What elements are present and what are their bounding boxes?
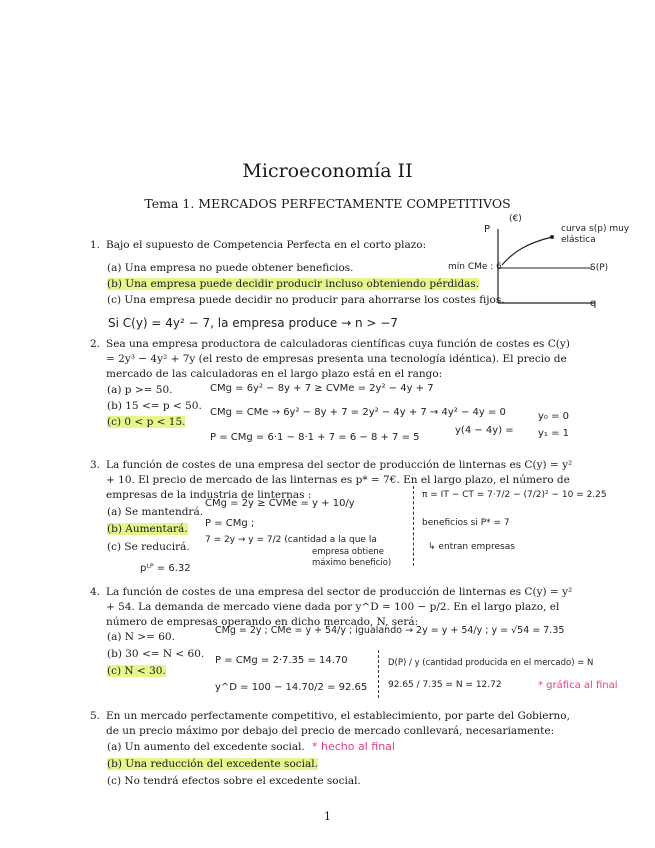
question-3-note-7: π = IT − CT = 7·7/2 − (7/2)² − 10 = 2.25 — [422, 490, 607, 500]
question-3-note-5: máximo beneficio) — [312, 558, 392, 568]
question-5-text: En un mercado perfectamente competitivo, el establecimiento, por parte del Gobierno, de un precio máximo por debajo del precio de mercado conllevará, necesariamente: — [106, 710, 570, 737]
question-4-note-2: P = CMg = 2·7.35 = 14.70 — [215, 655, 348, 666]
question-4-option-c: (c) N < 30. — [107, 665, 166, 677]
question-1-text: Bajo el supuesto de Competencia Perfecta en el corto plazo: — [106, 239, 427, 251]
question-4-note-4: D(P) / y (cantidad producida en el mercado) = N — [388, 658, 594, 668]
question-2-number: 2. — [90, 338, 101, 350]
question-4-option-a: (a) N >= 60. — [107, 631, 175, 643]
question-4-number: 4. — [90, 586, 101, 598]
question-3-option-b: (b) Aumentará. — [107, 523, 188, 535]
question-1-option-b: (b) Una empresa puede decidir producir incluso obteniendo pérdidas. — [107, 278, 480, 290]
question-2-note-5: y₁ = 1 — [538, 428, 570, 439]
graph-y-label: P — [484, 224, 491, 235]
graph-x-label: q — [590, 298, 597, 309]
question-5-option-a: (a) Un aumento del excedente social. — [107, 741, 305, 753]
question-1-handwritten-note: Si C(y) = 4y² − 7, la empresa produce → n > −7 — [108, 316, 398, 330]
question-4-option-b: (b) 30 <= N < 60. — [107, 648, 205, 660]
graph-y-unit: (€) — [509, 214, 522, 224]
question-1-option-c: (c) Una empresa puede decidir no producir para ahorrarse los costes fijos. — [107, 294, 505, 306]
question-2-option-c: (c) 0 < p < 15. — [107, 416, 186, 428]
question-4-note-5: 92.65 / 7.35 = N = 12.72 — [388, 680, 502, 690]
question-3-option-a: (a) Se mantendrá. — [107, 506, 204, 518]
question-2-option-a: (a) p >= 50. — [107, 384, 173, 396]
question-3-note-9: ↳ entran empresas — [428, 542, 515, 552]
question-2-note-4: y₀ = 0 — [538, 411, 570, 422]
graph-supply-label: S(P) — [590, 263, 609, 273]
page-title: Microeconomía II — [242, 160, 413, 182]
question-3-note-6: pᴸᴾ = 6.32 — [140, 563, 191, 574]
curve-endpoint — [550, 235, 554, 239]
question-3-divider — [413, 486, 414, 566]
question-4-divider — [378, 650, 379, 698]
page-number: 1 — [324, 810, 331, 823]
question-2-text: Sea una empresa productora de calculadoras científicas cuya función de costes es C(y) = 2y³ − 4y² + 7y (el resto de empresas presenta una tecnología idéntica). El precio de mercado de las calculadoras en el largo plazo está en el rango: — [106, 338, 570, 380]
question-3-note-3: 7 = 2y → y = 7/2 (cantidad a la que la — [205, 535, 377, 545]
question-3-note-8: beneficios si P* = 7 — [422, 518, 510, 528]
question-3-note-2: P = CMg ; — [205, 518, 255, 529]
question-5-pink-note: * hecho al final — [312, 740, 395, 753]
question-4-note-1: CMg = 2y ; CMe = y + 54/y ; igualando → 2y = y + 54/y ; y = √54 = 7.35 — [215, 625, 565, 636]
question-3-number: 3. — [90, 459, 101, 471]
question-1-number: 1. — [90, 239, 101, 251]
question-4-note-3: y^D = 100 − 14.70/2 = 92.65 — [215, 682, 368, 693]
question-2-note-3: y(4 − 4y) = — [455, 425, 514, 436]
question-5-option-b: (b) Una reducción del excedente social. — [107, 758, 318, 770]
graph-curve-label: curva s(p) muy elástica — [561, 224, 630, 245]
question-4-text: La función de costes de una empresa del sector de producción de linternas es C(y) = y² + 54. La demanda de mercado viene dada por y^D = 100 − p/2. En el largo plazo, el número de empresas operando en dicho mercado, N, será: — [106, 586, 573, 628]
graph-level-label: mín CMe : 6 — [448, 262, 502, 272]
section-subtitle: Tema 1. MERCADOS PERFECTAMENTE COMPETITIVOS — [144, 196, 511, 211]
question-3-note-1: CMg = 2y ≥ CVMe = y + 10/y — [205, 498, 355, 509]
question-1-option-a: (a) Una empresa no puede obtener beneficios. — [107, 262, 354, 274]
question-2-note-2: CMg = CMe → 6y² − 8y + 7 = 2y² − 4y + 7 → 4y² − 4y = 0 — [210, 407, 506, 418]
question-3-text: La función de costes de una empresa del sector de producción de linternas es C(y) = y² + 10. El precio de mercado de las linternas es p* = 7€. En el largo plazo, el número de empresas de la industria de linternas : — [106, 459, 573, 501]
question-2-note-1: CMg = 6y² − 8y + 7 ≥ CVMe = 2y² − 4y + 7 — [210, 383, 434, 394]
question-2-note-6: P = CMg = 6·1 − 8·1 + 7 = 6 − 8 + 7 = 5 — [210, 432, 420, 443]
question-5-option-c: (c) No tendrá efectos sobre el excedente social. — [107, 775, 361, 787]
question-5-number: 5. — [90, 710, 101, 722]
question-4-pink-note: * gráfica al final — [538, 680, 618, 691]
supply-curve — [502, 237, 552, 265]
question-3-option-c: (c) Se reducirá. — [107, 541, 190, 553]
question-2-option-b: (b) 15 <= p < 50. — [107, 400, 202, 412]
question-3-note-4: empresa obtiene — [312, 547, 384, 557]
